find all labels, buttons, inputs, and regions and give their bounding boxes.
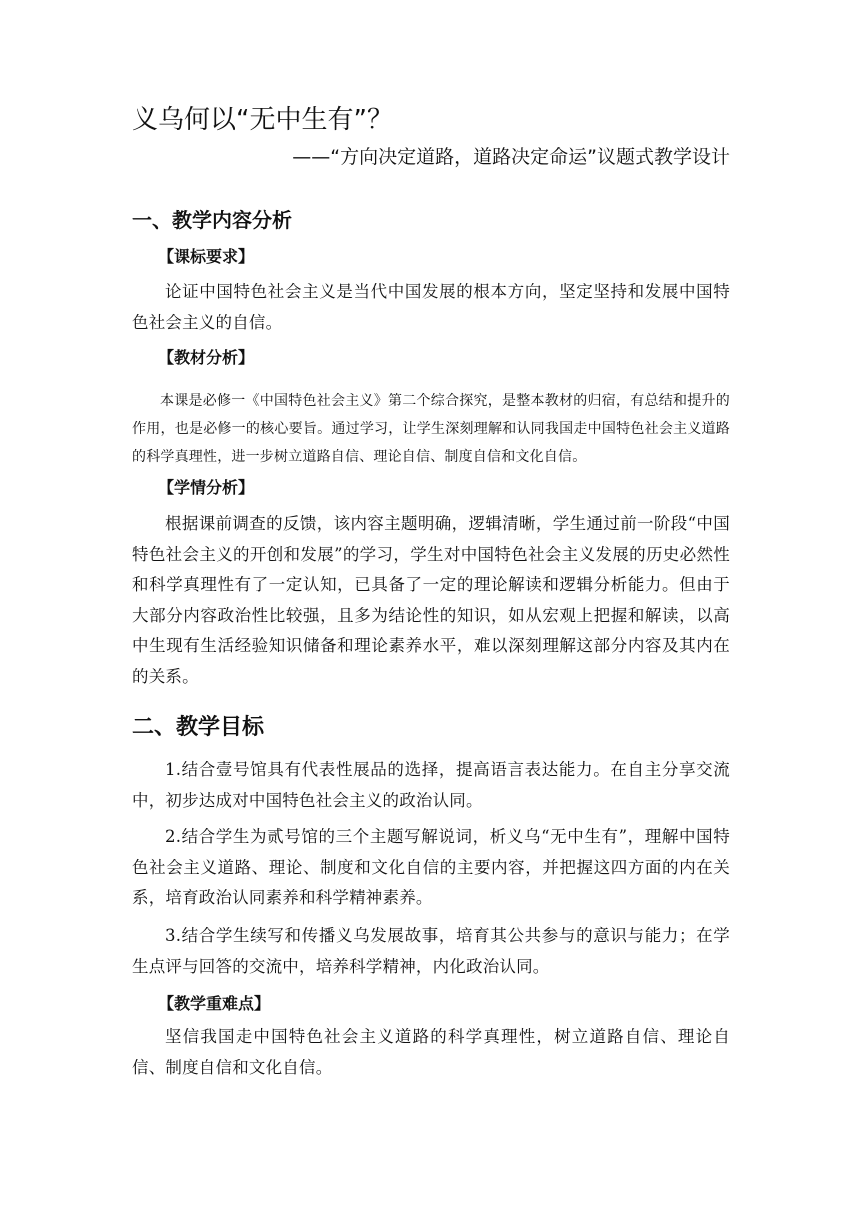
- key-difficulty-text: 坚信我国走中国特色社会主义道路的科学真理性，树立道路自信、理论自信、制度自信和文化自信。: [132, 1027, 730, 1077]
- student-analysis-text: 根据课前调查的反馈，该内容主题明确，逻辑清晰，学生通过前一阶段“中国特色社会主义的开创和发展”的学习，学生对中国特色社会主义发展的历史必然性和科学真理性有了一定认知，已具备了一定的理论解读和逻辑分析能力。但由于大部分内容政治性比较强，且多为结论性的知识，如从宏观上把握和解读，以高中生现有生活经验知识储备和理论素养水平，难以深刻理解这部分内容及其内在的关系。: [132, 514, 730, 686]
- key-difficulty-label: 【教学重难点】: [158, 994, 271, 1013]
- teaching-goal-2: 2.结合学生为贰号馆的三个主题写解说词，析义乌“无中生有”，理解中国特色社会主义道路、理论、制度和文化自信的主要内容，并把握这四方面的内在关系，培育政治认同素养和科学精神素养。: [132, 827, 730, 907]
- student-analysis-label: 【学情分析】: [158, 478, 255, 497]
- document-title: 义乌何以“无中生有”？: [132, 105, 393, 135]
- section-heading-teaching-goals: 二、教学目标: [132, 715, 265, 740]
- curriculum-requirement-label: 【课标要求】: [158, 247, 255, 266]
- textbook-analysis-text: 本课是必修一《中国特色社会主义》第二个综合探究，是整本教材的归宿，有总结和提升的作用，也是必修一的核心要旨。通过学习，让学生深刻理解和认同我国走中国特色社会主义道路的科学真理性，进一步树立道路自信、理论自信、制度自信和文化自信。: [132, 393, 730, 465]
- textbook-analysis-label: 【教材分析】: [158, 348, 255, 367]
- document-subtitle: ——“方向决定道路，道路决定命运”议题式教学设计: [292, 146, 730, 168]
- teaching-goal-1: 1.结合壹号馆具有代表性展品的选择，提高语言表达能力。在自主分享交流中，初步达成对中国特色社会主义的政治认同。: [132, 760, 730, 810]
- curriculum-requirement-text: 论证中国特色社会主义是当代中国发展的根本方向，坚定坚持和发展中国特色社会主义的自信。: [132, 282, 730, 332]
- teaching-goal-3: 3.结合学生续写和传播义乌发展故事，培育其公共参与的意识与能力；在学生点评与回答的交流中，培养科学精神，内化政治认同。: [132, 926, 730, 976]
- section-heading-content-analysis: 一、教学内容分析: [132, 208, 292, 232]
